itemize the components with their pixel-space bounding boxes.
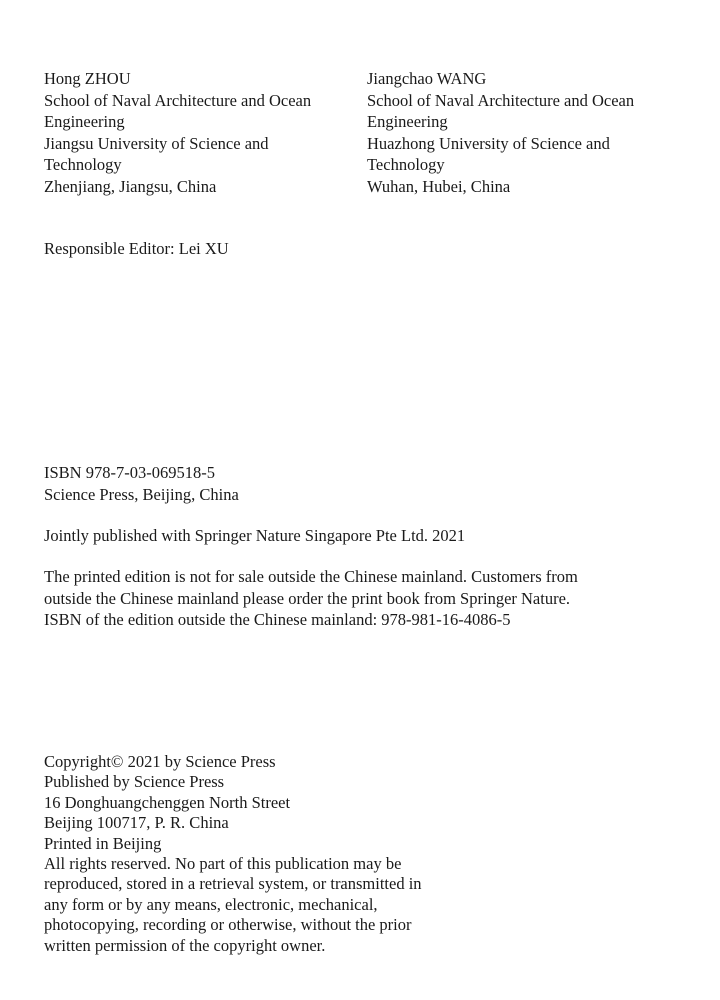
- author-affiliation-line: Huazhong University of Science and: [367, 133, 610, 153]
- author-affiliation-line: School of Naval Architecture and Ocean: [44, 90, 312, 110]
- author-name: Hong ZHOU: [44, 69, 131, 88]
- joint-publication-line: Jointly published with Springer Nature Singapore Pte Ltd. 2021: [44, 526, 466, 545]
- copyright-line: any form or by any means, electronic, mechanical,: [44, 894, 378, 914]
- author-affiliation-line: Technology: [367, 155, 445, 175]
- author-block-right: [367, 68, 634, 198]
- author-affiliation-line: Zhenjiang, Jiangsu, China: [44, 176, 217, 196]
- notice-line: ISBN of the edition outside the Chinese mainland: 978-981-16-4086-5: [44, 610, 511, 630]
- author-affiliation-line: Engineering: [367, 112, 448, 132]
- joint-publication: [44, 525, 465, 547]
- notice-line: outside the Chinese mainland please order the print book from Springer Nature.: [44, 588, 571, 608]
- author-affiliation-line: Jiangsu University of Science and: [44, 133, 269, 153]
- editor-line: Responsible Editor: Lei XU: [44, 239, 229, 258]
- author-name: Jiangchao WANG: [367, 69, 487, 88]
- isbn-number: ISBN 978-7-03-069518-5: [44, 463, 215, 482]
- isbn-publisher: Science Press, Beijing, China: [44, 484, 239, 504]
- author-affiliation-line: Engineering: [44, 112, 125, 132]
- author-affiliation-line: School of Naval Architecture and Ocean: [367, 90, 635, 110]
- notice-line: The printed edition is not for sale outside the Chinese mainland. Customers from: [44, 567, 578, 586]
- copyright-line: Beijing 100717, P. R. China: [44, 813, 229, 833]
- responsible-editor: [44, 238, 229, 260]
- author-affiliation-line: Technology: [44, 155, 122, 175]
- copyright-line: 16 Donghuangchenggen North Street: [44, 792, 291, 812]
- author-block-left: [44, 68, 311, 198]
- copyright-line: written permission of the copyright owner.: [44, 935, 326, 955]
- copyright-line: Published by Science Press: [44, 772, 225, 792]
- copyright-line: Copyright© 2021 by Science Press: [44, 752, 276, 771]
- copyright-line: Printed in Beijing: [44, 833, 162, 853]
- copyright-line: All rights reserved. No part of this publication may be: [44, 854, 402, 874]
- isbn-block: [44, 462, 239, 505]
- copyright-line: photocopying, recording or otherwise, without the prior: [44, 915, 412, 935]
- edition-notice: [44, 566, 578, 631]
- copyright-line: reproduced, stored in a retrieval system, or transmitted in: [44, 874, 422, 894]
- author-affiliation-line: Wuhan, Hubei, China: [367, 176, 511, 196]
- copyright-block: [44, 752, 422, 956]
